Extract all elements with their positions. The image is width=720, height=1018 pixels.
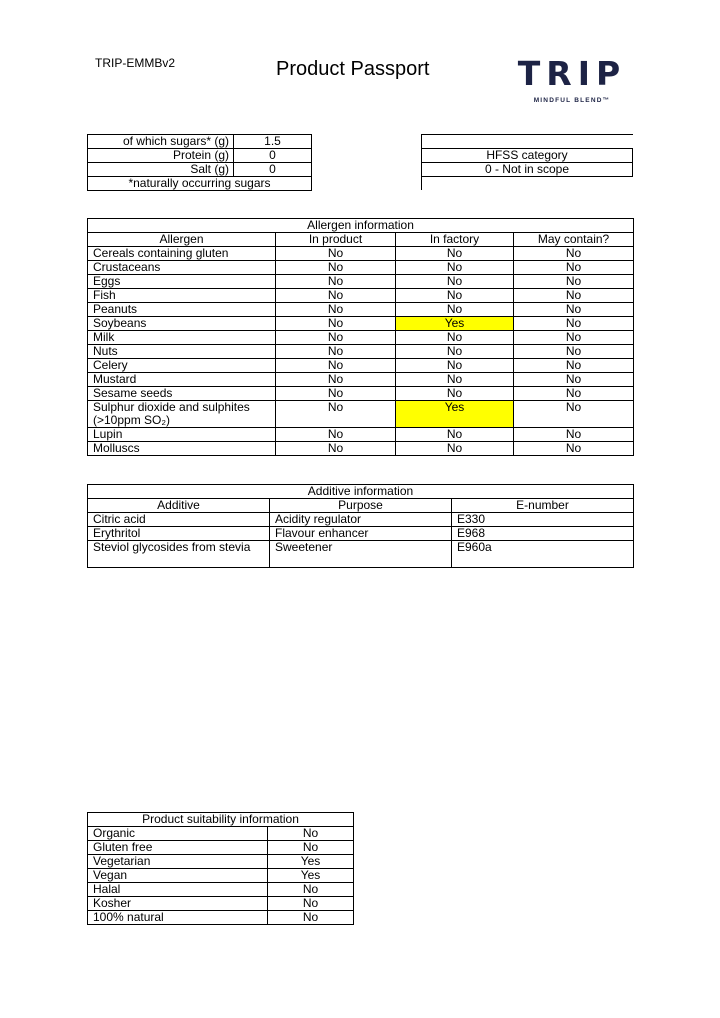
suitability-label: Halal <box>88 883 268 897</box>
allergen-value: No <box>396 387 514 401</box>
additive-name: Steviol glycosides from stevia <box>88 541 270 568</box>
suitability-label: Vegetarian <box>88 855 268 869</box>
table-row <box>88 303 634 317</box>
table-row <box>88 869 354 883</box>
table-row <box>88 163 312 177</box>
table-row <box>422 177 633 191</box>
table-row <box>88 883 354 897</box>
allergen-name: Sulphur dioxide and sulphites (>10ppm SO₂) <box>88 401 276 428</box>
allergen-value: No <box>514 373 634 387</box>
allergen-value: No <box>514 428 634 442</box>
table-row <box>88 541 634 568</box>
allergen-value: No <box>514 303 634 317</box>
nutrition-table <box>87 134 312 191</box>
allergen-name: Lupin <box>88 428 276 442</box>
nutrition-footnote: *naturally occurring sugars <box>88 177 312 191</box>
table-row <box>88 289 634 303</box>
column-header: Allergen <box>88 233 276 247</box>
hfss-table <box>421 134 633 190</box>
additive-name: Erythritol <box>88 527 270 541</box>
additive-table <box>87 484 634 568</box>
table-title-row <box>88 485 634 499</box>
allergen-value: No <box>276 401 396 428</box>
column-header: May contain? <box>514 233 634 247</box>
allergen-value: No <box>396 261 514 275</box>
table-header-row <box>88 499 634 513</box>
allergen-value: No <box>276 289 396 303</box>
allergen-value: No <box>514 345 634 359</box>
table-row <box>88 527 634 541</box>
table-title-row <box>88 813 354 827</box>
suitability-label: Organic <box>88 827 268 841</box>
table-row <box>88 827 354 841</box>
allergen-value: No <box>276 275 396 289</box>
allergen-name: Cereals containing gluten <box>88 247 276 261</box>
table-row <box>88 261 634 275</box>
table-row <box>88 345 634 359</box>
allergen-value: No <box>396 331 514 345</box>
table-row <box>88 359 634 373</box>
table-row <box>422 163 633 177</box>
allergen-value: No <box>514 289 634 303</box>
suitability-label: Vegan <box>88 869 268 883</box>
table-row <box>88 247 634 261</box>
allergen-name: Eggs <box>88 275 276 289</box>
allergen-value: No <box>396 247 514 261</box>
additive-purpose: Flavour enhancer <box>270 527 452 541</box>
allergen-name: Peanuts <box>88 303 276 317</box>
allergen-value: No <box>514 261 634 275</box>
nutrition-value: 1.5 <box>234 135 312 149</box>
blank-cell <box>422 177 633 191</box>
table-row <box>88 855 354 869</box>
allergen-title: Allergen information <box>88 219 634 233</box>
table-row <box>88 135 312 149</box>
allergen-value: No <box>514 359 634 373</box>
page-title: Product Passport <box>276 58 430 80</box>
allergen-name: Mustard <box>88 373 276 387</box>
suitability-label: Kosher <box>88 897 268 911</box>
allergen-value: Yes <box>396 317 514 331</box>
suitability-label: 100% natural <box>88 911 268 925</box>
allergen-name: Sesame seeds <box>88 387 276 401</box>
allergen-table <box>87 218 634 456</box>
allergen-value: No <box>396 303 514 317</box>
table-row <box>422 135 633 149</box>
allergen-name: Milk <box>88 331 276 345</box>
table-title-row <box>88 219 634 233</box>
allergen-value: No <box>276 317 396 331</box>
suitability-value: No <box>268 883 354 897</box>
table-row <box>88 911 354 925</box>
table-row <box>88 897 354 911</box>
table-row <box>88 149 312 163</box>
allergen-name: Crustaceans <box>88 261 276 275</box>
allergen-value: No <box>276 331 396 345</box>
allergen-value: No <box>396 359 514 373</box>
allergen-value: No <box>396 345 514 359</box>
nutrition-label: Salt (g) <box>88 163 234 177</box>
additive-enumber: E968 <box>452 527 634 541</box>
additive-purpose: Sweetener <box>270 541 452 568</box>
logo-tagline: MINDFUL BLEND™ <box>533 97 611 104</box>
suitability-value: No <box>268 897 354 911</box>
allergen-value: No <box>276 428 396 442</box>
suitability-value: No <box>268 841 354 855</box>
suitability-value: No <box>268 827 354 841</box>
table-row <box>88 513 634 527</box>
nutrition-value: 0 <box>234 163 312 177</box>
additive-enumber: E960a <box>452 541 634 568</box>
table-row <box>88 177 312 191</box>
additive-name: Citric acid <box>88 513 270 527</box>
allergen-value: No <box>276 261 396 275</box>
column-header: Additive <box>88 499 270 513</box>
additive-title: Additive information <box>88 485 634 499</box>
additive-purpose: Acidity regulator <box>270 513 452 527</box>
column-header: In factory <box>396 233 514 247</box>
suitability-value: Yes <box>268 869 354 883</box>
allergen-value: No <box>276 442 396 456</box>
table-row <box>88 317 634 331</box>
table-header-row <box>88 233 634 247</box>
nutrition-label: Protein (g) <box>88 149 234 163</box>
allergen-value: No <box>276 359 396 373</box>
suitability-title: Product suitability information <box>88 813 354 827</box>
allergen-value: No <box>514 442 634 456</box>
suitability-value: Yes <box>268 855 354 869</box>
allergen-value: No <box>276 387 396 401</box>
table-row <box>88 331 634 345</box>
suitability-table <box>87 812 354 925</box>
table-row <box>88 428 634 442</box>
table-row <box>88 841 354 855</box>
allergen-name: Fish <box>88 289 276 303</box>
allergen-value: No <box>396 275 514 289</box>
allergen-value: No <box>514 331 634 345</box>
allergen-value: No <box>514 247 634 261</box>
hfss-header: HFSS category <box>422 149 633 163</box>
allergen-value: No <box>514 401 634 428</box>
nutrition-value: 0 <box>234 149 312 163</box>
nutrition-label: of which sugars* (g) <box>88 135 234 149</box>
table-row <box>88 275 634 289</box>
allergen-value: No <box>396 442 514 456</box>
table-row <box>422 149 633 163</box>
table-row <box>88 442 634 456</box>
allergen-value: Yes <box>396 401 514 428</box>
column-header: In product <box>276 233 396 247</box>
allergen-value: No <box>276 247 396 261</box>
blank-cell <box>422 135 633 149</box>
allergen-value: No <box>396 373 514 387</box>
allergen-value: No <box>514 387 634 401</box>
table-row <box>88 401 634 428</box>
allergen-name: Molluscs <box>88 442 276 456</box>
suitability-label: Gluten free <box>88 841 268 855</box>
product-code: TRIP-EMMBv2 <box>95 56 176 70</box>
allergen-name: Soybeans <box>88 317 276 331</box>
allergen-value: No <box>276 303 396 317</box>
allergen-value: No <box>276 373 396 387</box>
allergen-value: No <box>396 428 514 442</box>
allergen-value: No <box>396 289 514 303</box>
additive-enumber: E330 <box>452 513 634 527</box>
column-header: Purpose <box>270 499 452 513</box>
hfss-value: 0 - Not in scope <box>422 163 633 177</box>
table-row <box>88 373 634 387</box>
brand-logo <box>512 56 632 104</box>
table-row <box>88 387 634 401</box>
suitability-value: No <box>268 911 354 925</box>
allergen-name: Nuts <box>88 345 276 359</box>
logo-wordmark: TRIP <box>517 54 627 93</box>
allergen-value: No <box>514 275 634 289</box>
allergen-value: No <box>514 317 634 331</box>
allergen-name: Celery <box>88 359 276 373</box>
allergen-value: No <box>276 345 396 359</box>
column-header: E-number <box>452 499 634 513</box>
